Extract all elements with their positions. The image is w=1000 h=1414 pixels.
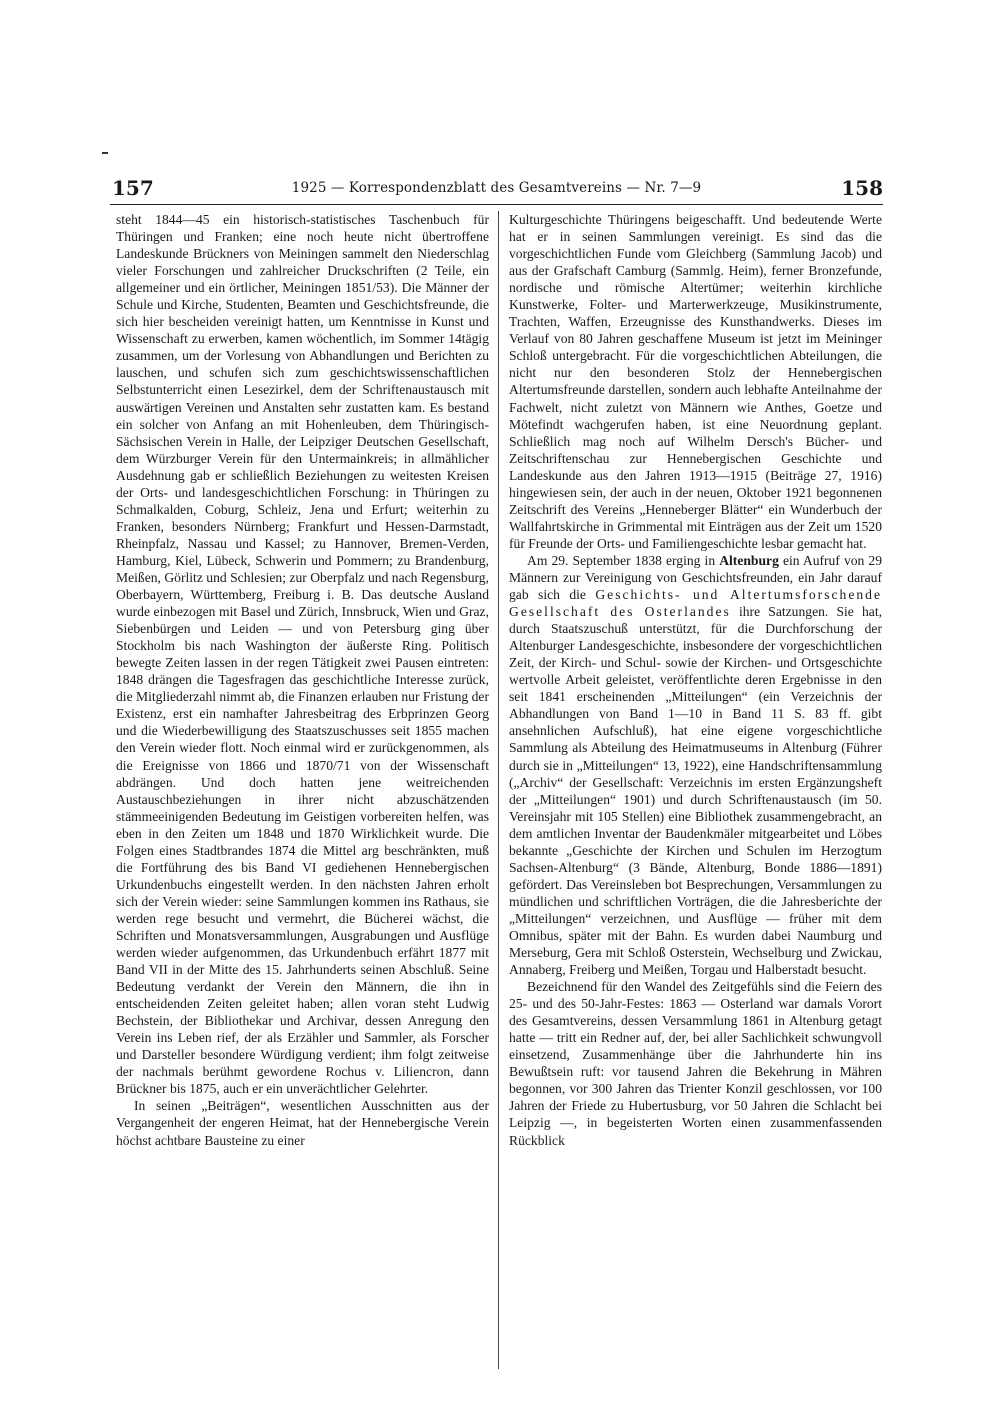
right-paragraph-1: Kulturgeschichte Thüringens beigeschafft. Und bedeutende Werte hat er in seinen Sammlungen vereinigt. Es sind das die vorgeschichtlichen Funde vom Gleichberg (Sammlung Jacob) und aus der Grafschaft Camburg (Sammlg. Heim), ferner Bronzefunde, nordische und römische Altertümer; weiterhin kirchliche Kunstwerke, Folter- und Marterwerkzeuge, Musikinstrumente, Trachten, Waffen, Erzeugnisse des Kunsthandwerks. Dieses im Verlauf von 80 Jahren geschaffene Museum ist jetzt im Meininger Schloß untergebracht. Für die vorgeschichtlichen Abteilungen, die nicht nur den besonderen Stolz der Hennebergischen Altertumsfreunde darstellen, sondern auch lebhafte Anteilnahme der Fachwelt, nicht zuletzt von Männern wie Anthes, Goetze und Mötefindt wachgerufen haben, ist eine Neuordnung geplant. Schließlich mag noch auf Wilhelm Dersch's Bücher- und Zeitschriftenschau zur Hennebergischen Geschichte und Landeskunde aus den Jahren 1913—1915 (Beiträge 27, 1916) hingewiesen sein, der auch in der neuen, Oktober 1921 begonnenen Zeitschrift des Vereins „Henneberger Blätter“ ein Wunderbuch der Wallfahrtskirche in Grimmental mit Einträgen aus der Zeit um 1520 für Freunde der Orts- und Familiengeschichte lesbar gemacht hat.: [509, 212, 882, 551]
right-paragraph-2-part-a: Am 29. September 1838 erging in: [527, 552, 720, 568]
society-name: Geschichts- und Altertumsforschende Gesellschaft des Osterlandes: [509, 587, 882, 620]
place-name-altenburg: Altenburg: [719, 552, 779, 568]
left-column: [116, 211, 489, 1149]
page-number-right: 158: [841, 176, 883, 200]
right-paragraph-2-part-c: ihre Satzungen. Sie hat, durch Staatszuschuß unterstützt, für die Durchforschung der Altenburger Landesgeschichte, insbesondere der vorgeschichtlichen Zeit, der Kirch- und Schul- sowie der Kirchen- und Ortsgeschichte wertvolle Arbeit geleistet, veröffentlichte deren Ergebnisse in den seit 1841 erscheinenden „Mitteilungen“ (ein Verzeichnis der Abhandlungen von Band 1—10 in Band 11 S. 83 ff. gibt ansehnlichen Aufschluß), hat eine eigene vorgeschichtliche Sammlung als Abteilung des Heimatmuseums in Altenburg (Führer durch sie in „Mitteilungen“ 13, 1922), eine Handschriftensammlung („Archiv“ der Gesellschaft: Verzeichnis im ersten Ergänzungsheft der „Mitteilungen“ 1901) und durch Schriftenaustausch (im 50. Vereinsjahr mit 105 Stellen) eine Bibliothek zusammengebracht, an dem amtlichen Inventar der Baudenkmäler mitgearbeitet und Löbes bekannte „Geschichte der Kirchen und Schulen im Herzogtum Sachsen-Altenburg“ (3 Bände, Altenburg, Bonde 1886—1891) gefördert. Das Vereinsleben bot Besprechungen, Versammlungen zu mündlichen und schriftlichen Vorträgen, die die Jahresberichte der „Mitteilungen“ verzeichnen, und Ausflüge — früher mit dem Omnibus, später mit der Bahn. Es wurden dabei Naumburg und Merseburg, Gera mit Schloß Osterstein, Wechselburg und Zwickau, Annaberg, Freiberg und Meißen, Torgau und Halberstadt besucht.: [509, 604, 882, 978]
page-number-left: 157: [112, 176, 154, 200]
right-paragraph-2-part-b: ein Aufruf von 29 Männern zur Vereinigung von Geschichtsfreunden, ein Jahr darauf gab sich die: [509, 552, 882, 603]
right-paragraph-3: Bezeichnend für den Wandel des Zeitgefühls sind die Feiern des 25- und des 50-Jahr-Festes: 1863 — Osterland war damals Vorort des Gesamtvereins, dessen Versammlung 1861 in Altenburg getagt hatte — tritt ein Redner auf, der, bei aller Sachlichkeit schwungvoll einsetzend, Zusammenhänge über die Jahrhunderte hin ins Bewußtsein ruft: vor tausend Jahren die Bekehrung in Mähren begonnen, vor 300 Jahren das Trienter Konzil geschlossen, vor 100 Jahren der Friede zu Hubertusburg, vor 50 Jahren die Schlacht bei Leipzig —, in begeisterten Worten einen zusammenfassenden Rückblick: [509, 979, 882, 1148]
header-rule: [110, 204, 883, 205]
left-paragraph-1: steht 1844—45 ein historisch-statistisches Taschenbuch für Thüringen und Franken; eine noch heute nicht übertroffene Landeskunde Brückners von Meiningen sammelt den Niederschlag vieler Forschungen und zahlreicher Druckschriften (2 Teile, ein allgemeiner und ein örtlicher, Meiningen 1851/53). Die Männer der Schule und Kirche, Studenten, Beamten und Geschichtsfreunde, die sich hier bescheiden vereinigt hatten, um Kenntnisse in Kunst und Wissenschaft zu erwerben, kamen wöchentlich, im Sommer 14tägig zusammen, um der Vorlesung von Abhandlungen und Berichten zu lauschen, und schufen sich zum geschichtswissenschaftlichen Selbstunterricht einen Lesezirkel, dem der Schriftenaustausch mit auswärtigen Vereinen und Anstalten sehr zustatten kam. Es bestand ein solcher von Anfang an mit Hohenleuben, dem Thüringisch-Sächsischen Verein in Halle, der Leipziger Deutschen Gesellschaft, dem Würzburger Verein für den Untermainkreis; in allmählicher Ausdehnung gab er schließlich Beziehungen zu weitesten Kreisen der Orts- und landesgeschichtlichen Forschung: in Thüringen zu Schmalkalden, Coburg, Schleiz, Jena und Erfurt; weiterhin zu Franken, besonders Nürnberg; Frankfurt und Hessen-Darmstadt, Rheinpfalz, Nassau und Kassel; zu Hannover, Bremen-Verden, Hamburg, Kiel, Lübeck, Schwerin und Pommern; zu Brandenburg, Meißen, Görlitz und Schlesien; zur Oberpfalz und nach Regensburg, Oberbayern, Württemberg, Freiburg i. B. Das deutsche Ausland wurde einbezogen mit Basel und Zürich, Innsbruck, Wien und Graz, Siebenbürgen und Leiden — und von Petersburg ging über Stockholm bis nach Washington der äußerste Ring. Politisch bewegte Zeiten lassen in der regen Tätigkeit zwei Pausen eintreten: 1848 drängen die Tagesfragen das geschichtliche Interesse zurück, die Mitgliederzahl nimmt ab, die Finanzen erlauben nur Fristung der Existenz, erst ein namhafter Jahresbeitrag des Erbprinzen Georg und die Wiederbewilligung des Staatszuschusses seit 1855 machen den Verein wieder flott. Noch einmal wird er zurückgenommen, als die Ereignisse von 1866 und 1870/71 von der Wissenschaft abdrängen. Und doch hatten jene weitreichenden Austauschbeziehungen in ihrer nicht abzuschätzenden stämmeeinigenden Bedeutung im Geistigen vorbereiten helfen, was eben in den Zeiten um 1848 und 1870 Wirklichkeit wurde. Die Folgen eines Stadtbrandes 1874 die Mittel arg beschränkten, muß die Fortführung des bis Band VI gediehenen Hennebergischen Urkundenbuchs eingestellt werden. In den nächsten Jahren erholt sich der Verein wieder: seine Sammlungen kommen ins Rathaus, sie werden rege besucht und vermehrt, die Bücherei wächst, die Schriften und Monatsversammlungen, Ausgrabungen und Ausflüge werden wieder aufgenommen, das Urkundenbuch erfährt 1877 mit Band VII in der Mitte des 15. Jahrhunderts seinen Abschluß. Seine Bedeutung verdankt der Verein den Männern, die ihn in entscheidenden Zeiten geleitet haben; allen voran steht Ludwig Bechstein, der Bibliothekar und Archivar, dessen Anregung den Verein ins Leben rief, der als Erzähler und Sammler, als Forscher und Darsteller besondere Würdigung verdient; ihm folgt zeitweise der nachmals berühmt gewordene Rochus v. Liliencron, dann Brückner bis 1875, auch er ein unverächtlicher Gelehrter.: [116, 212, 489, 1097]
scan-mark: [102, 152, 108, 154]
column-divider: [498, 211, 499, 1369]
right-column: [509, 211, 882, 1149]
right-paragraph-2: [509, 552, 882, 978]
running-head: 1925 — Korrespondenzblatt des Gesamtvereins — Nr. 7—9: [291, 180, 702, 196]
page-header: [110, 176, 883, 202]
left-paragraph-2: In seinen „Beiträgen“, wesentlichen Ausschnitten aus der Vergangenheit der engeren Heimat, hat der Hennebergische Verein höchst achtbare Bausteine zu einer: [116, 1098, 489, 1148]
